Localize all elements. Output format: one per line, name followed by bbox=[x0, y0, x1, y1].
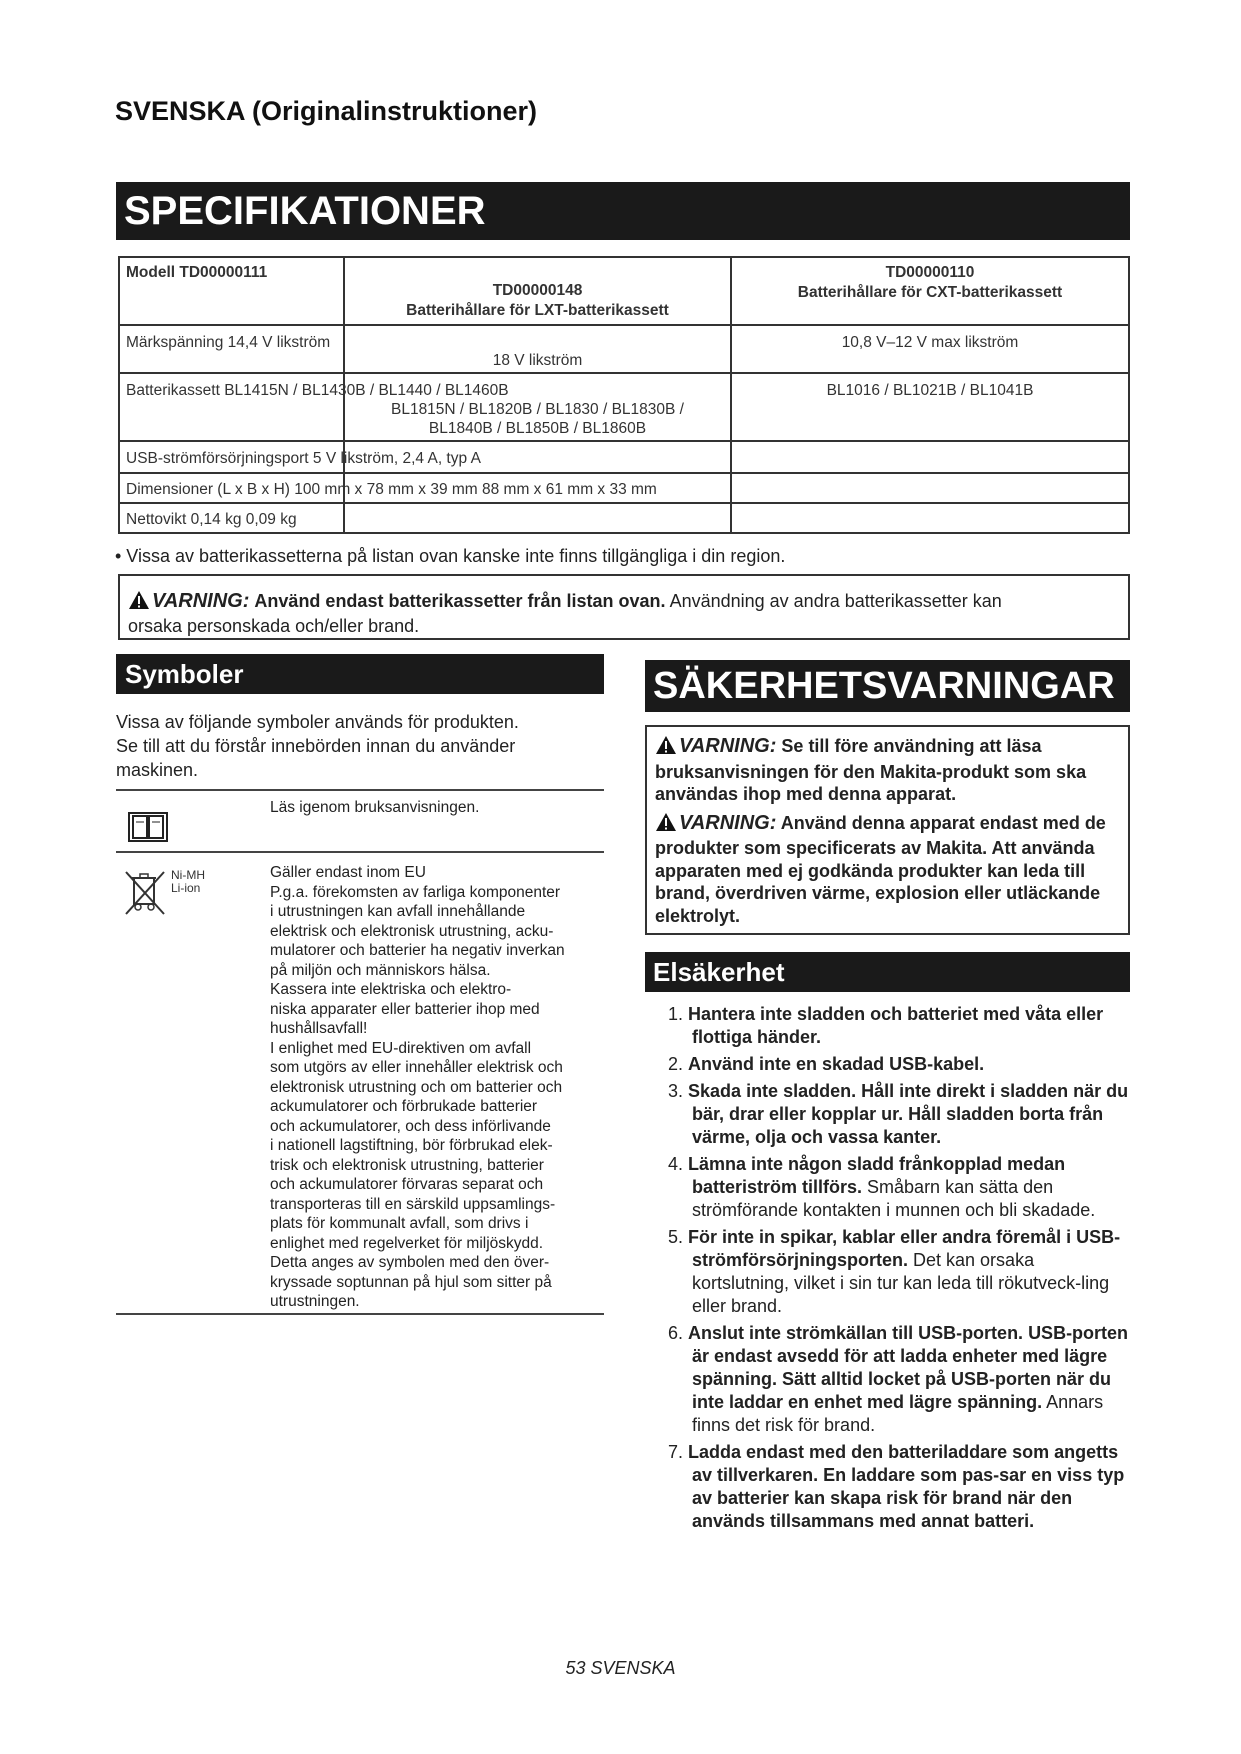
item-bold-text: Lämna inte någon sladd frånkopplad medan batteriström tillförs. bbox=[688, 1154, 1066, 1197]
eu-text-line: P.g.a. förekomsten av farliga komponenter bbox=[270, 883, 561, 901]
symbols-banner: Symboler bbox=[116, 654, 604, 694]
item-bold-text: Använd inte en skadad USB-kabel. bbox=[688, 1054, 985, 1074]
eu-text-line: elektronisk utrustning och om batterier och bbox=[270, 1078, 563, 1096]
eu-text-line: ackumulatorer och förbrukade batterier bbox=[270, 1098, 538, 1115]
crossed-bin-icon bbox=[124, 870, 166, 921]
symbols-intro-line: Se till att du förstår innebörden innan du använder bbox=[116, 736, 516, 756]
eu-text-line: plats för kommunalt avfall, som drivs i bbox=[270, 1215, 529, 1232]
warning-word: VARNING: bbox=[152, 590, 250, 612]
warning-icon bbox=[655, 812, 677, 838]
spec-col3-desc: Batterihållare för CXT-batterikassett bbox=[797, 284, 1063, 301]
eu-text-line: och ackumulatorer förvaras separat och bbox=[270, 1176, 544, 1193]
battery-warning-box bbox=[118, 574, 1130, 640]
eu-text-line: transporteras till en särskild uppsamlings- bbox=[270, 1195, 556, 1213]
warning-icon bbox=[128, 590, 150, 615]
item-text: Småbarn kan sätta den strömförande kontakten i munnen och bli skadade. bbox=[692, 1177, 1096, 1220]
eu-text-line: på miljön och människors hälsa. bbox=[270, 961, 491, 979]
list-item bbox=[645, 1153, 1135, 1222]
battery-type-nimh: Ni-MH bbox=[171, 868, 205, 882]
eu-text-line: trisk och elektronisk utrustning, batterier bbox=[270, 1156, 544, 1174]
spec-col2-model: TD00000148 bbox=[492, 282, 583, 299]
spec-battery-lxt-2: BL1840B / BL1850B / BL1860B bbox=[428, 420, 647, 437]
eu-text-line: och ackumulatorer, och dess införlivande bbox=[270, 1117, 551, 1135]
spec-col2-desc: Batterihållare för LXT-batterikassett bbox=[406, 302, 669, 319]
battery-type-label bbox=[171, 869, 205, 895]
spec-net-weight: Nettovikt 0,14 kg 0,09 kg bbox=[126, 511, 297, 528]
list-item bbox=[645, 1441, 1135, 1533]
spec-battery-cxt: BL1016 / BL1021B / BL1041B bbox=[826, 382, 1034, 399]
warning-text-2: orsaka personskada och/eller brand. bbox=[128, 616, 420, 636]
item-text: Annars finns det risk för brand. bbox=[692, 1392, 1104, 1435]
page-language-title: SVENSKA (Originalinstruktioner) bbox=[115, 96, 538, 126]
spec-rated-voltage-lxt: 18 V likström bbox=[492, 352, 583, 369]
warning-bold-text: Använd endast batterikassetter från listan ovan. bbox=[254, 591, 666, 611]
spec-usb-port: USB-strömförsörjningsport 5 V likström, 2,4 A, typ A bbox=[126, 450, 481, 467]
book-icon bbox=[128, 812, 168, 847]
item-bold-text: Anslut inte strömkällan till USB-porten. USB-porten är endast avsedd för att ladda enheter med lägre spänning. Sätt alltid locket på USB-porten när du inte laddar en enhet med lägre spänning. bbox=[688, 1323, 1129, 1412]
spec-rated-voltage-cxt: 10,8 V–12 V max likström bbox=[841, 334, 1019, 351]
specifications-banner: SPECIFIKATIONER bbox=[116, 182, 1130, 240]
item-number: 3. bbox=[668, 1081, 684, 1101]
item-number: 5. bbox=[668, 1227, 684, 1247]
eu-text-line: Gäller endast inom EU bbox=[270, 864, 426, 881]
specifications-table bbox=[118, 256, 1130, 534]
page-footer: 53 SVENSKA bbox=[565, 1658, 676, 1678]
eu-text-line: kryssade soptunnan på hjul som sitter på bbox=[270, 1273, 552, 1291]
spec-rated-voltage: Märkspänning 14,4 V likström bbox=[126, 334, 331, 351]
read-manual-text: Läs igenom bruksanvisningen. bbox=[270, 799, 480, 816]
eu-text-line: Kassera inte elektriska och elektro- bbox=[270, 981, 512, 998]
item-bold-text: Skada inte sladden. Håll inte direkt i sladden när du bär, drar eller kopplar ur. Håll sladden borta från värme, olja och vassa kanter. bbox=[688, 1081, 1129, 1147]
warning-word: VARNING: bbox=[679, 811, 777, 834]
spec-dimensions: Dimensioner (L x B x H) 100 mm x 78 mm x 39 mm 88 mm x 61 mm x 33 mm bbox=[126, 481, 657, 498]
warning-text-1: Användning av andra batterikassetter kan bbox=[669, 591, 1002, 611]
eu-disposal-text bbox=[270, 863, 600, 1312]
item-number: 2. bbox=[668, 1054, 684, 1074]
list-item bbox=[645, 1053, 1135, 1076]
list-item bbox=[645, 1226, 1135, 1318]
electrical-safety-banner: Elsäkerhet bbox=[645, 952, 1130, 992]
eu-text-line: Detta anges av symbolen med den över- bbox=[270, 1254, 550, 1271]
safety-warnings-banner: SÄKERHETSVARNINGAR bbox=[645, 660, 1130, 712]
eu-text-line: I enlighet med EU-direktiven om avfall bbox=[270, 1039, 532, 1057]
spec-col3-model: TD00000110 bbox=[885, 264, 975, 281]
spec-battery-cartridge: Batterikassett BL1415N / BL1430B / BL1440 / BL1460B bbox=[126, 382, 509, 399]
list-item bbox=[645, 1003, 1135, 1049]
eu-text-line: hushållsavfall! bbox=[270, 1020, 368, 1037]
safety-warning-1: Se till före användning att läsa bruksanvisningen för den Makita-produkt som ska användas ihop med denna apparat. bbox=[655, 736, 1087, 804]
eu-text-line: som utgörs av eller innehåller elektrisk och bbox=[270, 1059, 563, 1076]
electrical-safety-list bbox=[645, 1003, 1135, 1537]
symbols-intro-line: maskinen. bbox=[116, 760, 199, 780]
eu-text-line: enlighet med regelverket för miljöskydd. bbox=[270, 1234, 544, 1252]
eu-text-line: elektrisk och elektronisk utrustning, acku- bbox=[270, 922, 554, 940]
item-number: 6. bbox=[668, 1323, 684, 1343]
eu-text-line: i nationell lagstiftning, bör förbrukad elek- bbox=[270, 1137, 553, 1154]
eu-text-line: utrustningen. bbox=[270, 1293, 360, 1310]
spec-battery-lxt-1: BL1815N / BL1820B / BL1830 / BL1830B / bbox=[390, 401, 684, 418]
list-item bbox=[645, 1322, 1135, 1437]
item-number: 4. bbox=[668, 1154, 684, 1174]
availability-note: • Vissa av batterikassetterna på listan ovan kanske inte finns tillgängliga i din region. bbox=[115, 546, 786, 566]
item-text: Det kan orsaka kortslutning, vilket i sin tur kan leda till rökutveck-ling eller brand. bbox=[692, 1250, 1110, 1316]
safety-warning-2: Använd denna apparat endast med de produkter som specificerats av Makita. Att använda apparaten med ej godkända produkter kan leda till brand, överdriven värme, explosion eller utläckande elektrolyt. bbox=[655, 812, 1106, 926]
item-bold-text: För inte in spikar, kablar eller andra föremål i USB-strömförsörjningsporten. bbox=[688, 1227, 1121, 1270]
item-bold-text: Hantera inte sladden och batteriet med våta eller flottiga händer. bbox=[688, 1004, 1104, 1047]
list-item bbox=[645, 1080, 1135, 1149]
item-number: 1. bbox=[668, 1004, 684, 1024]
warning-icon bbox=[655, 735, 677, 761]
item-number: 7. bbox=[668, 1442, 684, 1462]
symbols-intro bbox=[116, 710, 596, 782]
eu-text-line: niska apparater eller batterier ihop med bbox=[270, 1000, 540, 1018]
warning-word: VARNING: bbox=[679, 735, 777, 757]
safety-warning-box bbox=[645, 725, 1130, 935]
spec-model-label: Modell TD00000111 bbox=[126, 264, 268, 281]
eu-text-line: mulatorer och batterier ha negativ inverkan bbox=[270, 942, 565, 959]
battery-type-liion: Li-ion bbox=[171, 881, 201, 895]
item-bold-text: Ladda endast med den batteriladdare som angetts av tillverkaren. En laddare som pas-sar en viss typ av batterier kan skapa risk för brand när den används tillsammans med annat batteri. bbox=[688, 1442, 1125, 1531]
symbols-intro-line: Vissa av följande symboler används för produkten. bbox=[116, 712, 519, 732]
eu-text-line: i utrustningen kan avfall innehållande bbox=[270, 903, 526, 920]
